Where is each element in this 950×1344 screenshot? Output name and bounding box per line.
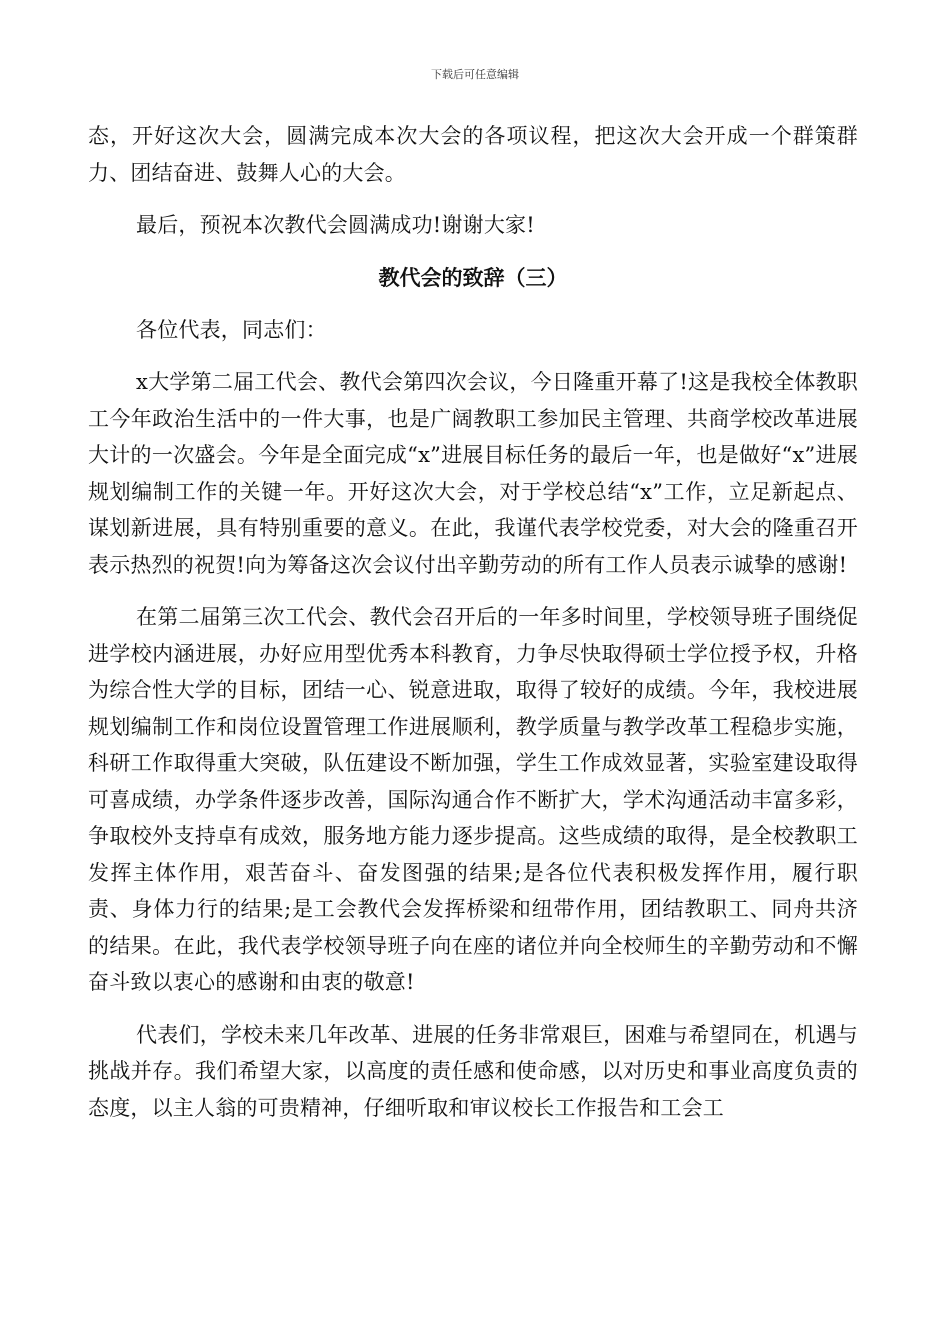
paragraph-outlook: 代表们，学校未来几年改革、进展的任务非常艰巨，困难与希望同在，机遇与挑战并存。我们希望大家，以高度的责任感和使命感，以对历史和事业高度负责的态度，以主人翁的可贵精神，仔细听取和审议校长工作报告和工会工 [88,1022,858,1120]
document-body [88,118,858,1142]
paragraph-closing: 最后，预祝本次教代会圆满成功!谢谢大家! [136,213,535,237]
paragraph-opening: x大学第二届工代会、教代会第四次会议，今日隆重开幕了!这是我校全体教职工今年政治生活中的一件大事，也是广阔教职工参加民主管理、共商学校改革进展大计的一次盛会。今年是全面完成“x”进展目标任务的最后一年，也是做好“x”进展规划编制工作的关键一年。开好这次大会，对于学校总结“x”工作，立足新起点、谋划新进展，具有特别重要的意义。在此，我谨代表学校党委，对大会的隆重召开表示热烈的祝贺!向为筹备这次会议付出辛勤劳动的所有工作人员表示诚挚的感谢! [88,370,858,577]
paragraph-continuation: 态，开好这次大会，圆满完成本次大会的各项议程，把这次大会开成一个群策群力、团结奋进、鼓舞人心的大会。 [88,124,858,185]
paragraph-salutation: 各位代表，同志们： [136,317,327,342]
paragraph-achievements: 在第二届第三次工代会、教代会召开后的一年多时间里，学校领导班子围绕促进学校内涵进展，办好应用型优秀本科教育，力争尽快取得硕士学位授予权，升格为综合性大学的目标，团结一心、锐意进取，取得了较好的成绩。今年，我校进展规划编制工作和岗位设置管理工作进展顺利，教学质量与教学改革工程稳步实施，科研工作取得重大突破，队伍建设不断加强，学生工作成效显著，实验室建设取得可喜成绩，办学条件逐步改善，国际沟通合作不断扩大，学术沟通活动丰富多彩，争取校外支持卓有成效，服务地方能力逐步提高。这些成绩的取得，是全校教职工发挥主体作用，艰苦奋斗、奋发图强的结果;是各位代表积极发挥作用，履行职责、身体力行的结果;是工会教代会发挥桥梁和纽带作用，团结教职工、同舟共济的结果。在此，我代表学校领导班子向在座的诸位并向全校师生的辛勤劳动和不懈奋斗致以衷心的感谢和由衷的敬意! [88,605,858,994]
page-header: 下载后可任意编辑 [431,68,519,81]
section-title: 教代会的致辞（三） [378,264,568,290]
